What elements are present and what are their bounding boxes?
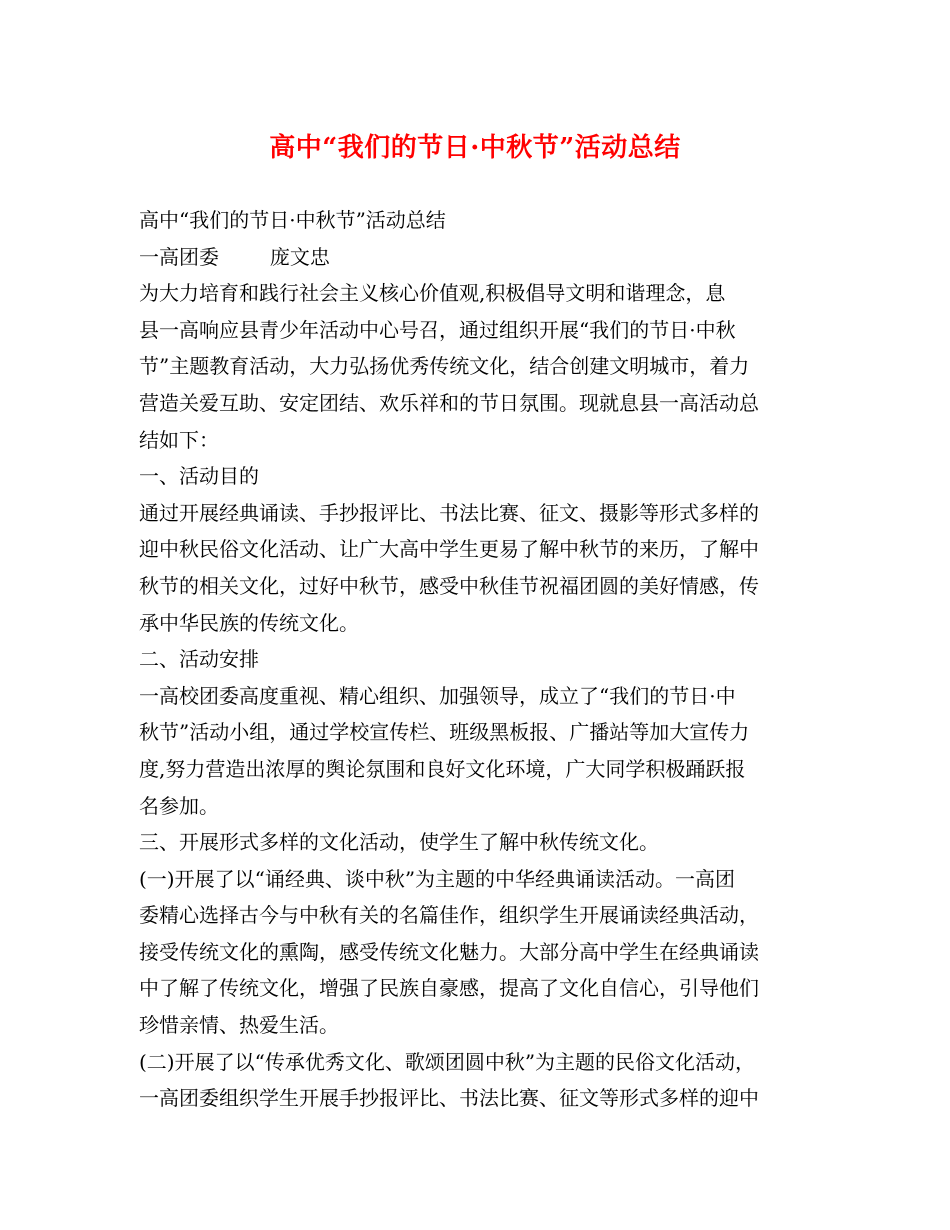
body-line: 营造关爱互助、安定团结、欢乐祥和的节日氛围。现就息县一高活动总	[139, 390, 759, 415]
body-line: 度,努力营造出浓厚的舆论氛围和良好文化环境，广大同学积极踊跃报	[139, 756, 746, 781]
body-line: 结如下：	[139, 427, 219, 452]
body-line: 秋节的相关文化，过好中秋节，感受中秋佳节祝福团圆的美好情感，传	[139, 573, 759, 598]
body-line: 一高团委 庞文忠	[139, 244, 330, 269]
body-line: 中了解了传统文化，增强了民族自豪感，提高了文化自信心，引导他们	[139, 976, 759, 1001]
body-line: 承中华民族的传统文化。	[139, 610, 359, 635]
body-line: 县一高响应县青少年活动中心号召，通过组织开展“我们的节日·中秋	[139, 317, 736, 342]
section-heading: 三、开展形式多样的文化活动，使学生了解中秋传统文化。	[139, 830, 659, 855]
body-line: 通过开展经典诵读、手抄报评比、书法比赛、征文、摄影等形式多样的	[139, 500, 759, 525]
body-line: 珍惜亲情、热爱生活。	[139, 1013, 339, 1038]
body-line: 高中“我们的节日·中秋节”活动总结	[139, 208, 446, 232]
body-line: 节”主题教育活动，大力弘扬优秀传统文化，结合创建文明城市，着力	[139, 354, 750, 379]
section-heading: 二、活动安排	[139, 647, 259, 672]
body-line: 委精心选择古今与中秋有关的名篇佳作，组织学生开展诵读经典活动，	[139, 903, 759, 928]
body-line: 迎中秋民俗文化活动、让广大高中学生更易了解中秋节的来历，了解中	[139, 537, 759, 562]
body-line: 一高团委组织学生开展手抄报评比、书法比赛、征文等形式多样的迎中	[139, 1086, 759, 1111]
section-heading: 一、活动目的	[139, 464, 259, 489]
body-line: (二)开展了以“传承优秀文化、歌颂团圆中秋”为主题的民俗文化活动，	[139, 1049, 756, 1074]
body-line: 接受传统文化的熏陶，感受传统文化魅力。大部分高中学生在经典诵读	[139, 939, 759, 964]
body-line: 一高校团委高度重视、精心组织、加强领导，成立了“我们的节日·中	[139, 683, 736, 708]
body-line: 名参加。	[139, 793, 219, 818]
body-line: 秋节”活动小组，通过学校宣传栏、班级黑板报、广播站等加大宣传力	[139, 720, 750, 745]
document-body	[139, 202, 829, 1117]
body-line: (一)开展了以“诵经典、谈中秋”为主题的中华经典诵读活动。一高团	[139, 866, 736, 891]
document-title: 高中“我们的节日·中秋节”活动总结	[269, 133, 681, 163]
body-line: 为大力培育和践行社会主义核心价值观,积极倡导文明和谐理念，息	[139, 281, 726, 306]
